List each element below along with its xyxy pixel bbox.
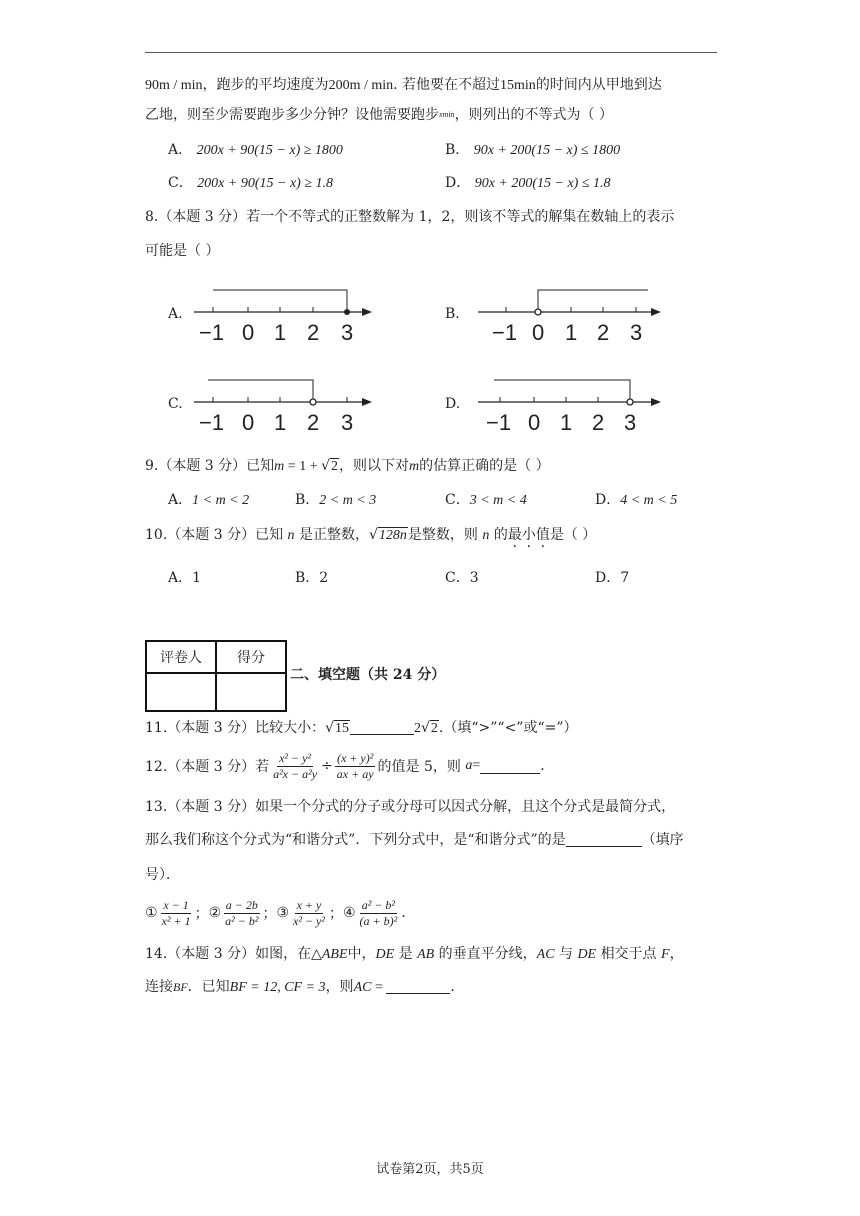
q8-option-a-letter: A. — [168, 306, 183, 322]
tick-label: 2 — [307, 410, 320, 435]
q14-stem-line1: 14.（本题 3 分）如图，在△ABE中，DE 是 AB 的垂直平分线，AC 与 DE 相交于点 F， — [145, 946, 684, 962]
q13-fraction-4: $\frac{\text{a² − b²}}{\text{(a + b)²}}$ — [359, 897, 398, 928]
q10-option-c: C．3 — [445, 570, 479, 586]
score-header: 得分 — [216, 641, 286, 673]
q12-fraction-2: $\frac{\text{(x + y)²}}{ax + ay}$ — [336, 750, 374, 781]
q12-stem: 12.（本题 3 分）若 $\frac{\text{x² − y²}}{\text{a²x − a²y}}$ ÷ $\frac{\text{(x + y)²}}{ax + ay}$ 的值是 5，则 a = . — [145, 750, 545, 781]
q9-option-a: A．1 < m < 2 — [168, 492, 250, 508]
q13-fraction-2: $\frac{a - 2b}{\text{a² − b²}}$ — [225, 897, 259, 928]
q8-stem-line2: 可能是（ ） — [145, 243, 220, 259]
section-title: 二、填空题（共 24 分） — [290, 667, 446, 683]
q13-items: ① $\frac{x - 1}{\text{x² + 1}}$ ； ② $\frac{a - 2b}{\text{a² − b²}}$ ； ③ $\frac{x + y}{\text{x² − y²}}$ ； ④ $\frac{\text{a² − b²}}{\text{(a + b)²}}$ . — [145, 897, 406, 928]
q10-stem: 10.（本题 3 分）已知 n 是正整数，√128n是整数，则 n 的最小值是（ ） — [145, 527, 597, 543]
q9-option-d: D．4 < m < 5 — [595, 492, 678, 508]
tick-label: 3 — [624, 410, 637, 435]
tick-label: 1 — [274, 320, 287, 345]
q8-option-c-letter: C. — [168, 396, 183, 412]
q13-stem-line3: 号）． — [145, 867, 180, 883]
q13-fraction-3: $\frac{x + y}{\text{x² − y²}}$ — [293, 897, 325, 928]
grader-header: 评卷人 — [146, 641, 216, 673]
q8-number-line-b — [476, 282, 666, 350]
tick-label: −1 — [199, 320, 225, 345]
tick-label: 2 — [597, 320, 610, 345]
q7-option-d: D． 90x + 200(15 − x) ≤ 1.8 — [445, 175, 611, 191]
tick-label: −1 — [486, 410, 512, 435]
q8-number-line-d — [476, 372, 666, 440]
grader-cell[interactable] — [146, 673, 216, 711]
q13-answer-blank[interactable] — [566, 832, 642, 847]
q7-option-c: C． 200x + 90(15 − x) ≥ 1.8 — [168, 175, 334, 191]
tick-label: 0 — [242, 410, 255, 435]
page-footer: 试卷第2页，共5页 — [376, 1162, 484, 1177]
q8-number-line-a — [192, 282, 377, 350]
q12-answer-blank[interactable] — [480, 759, 540, 774]
tick-label: −1 — [199, 410, 225, 435]
q14-answer-blank[interactable] — [386, 979, 450, 994]
tick-label: 1 — [560, 410, 573, 435]
q7-option-a: A． 200x + 90(15 − x) ≥ 1800 — [168, 142, 343, 158]
q9-option-c: C．3 < m < 4 — [445, 492, 527, 508]
q14-stem-line2: 连接BF．已知BF = 12, CF = 3，则AC = . — [145, 979, 455, 995]
tick-label: 3 — [341, 320, 354, 345]
tick-label: 2 — [307, 320, 320, 345]
tick-label: 2 — [592, 410, 605, 435]
q7-option-b: B． 90x + 200(15 − x) ≤ 1800 — [445, 142, 621, 158]
q11-stem: 11.（本题 3 分）比较大小：√15 2√2.（填“>”“<”或“=”） — [145, 720, 578, 736]
q13-fraction-1: $\frac{x - 1}{\text{x² + 1}}$ — [161, 897, 191, 928]
q8-option-b-letter: B. — [445, 306, 460, 322]
q10-option-d: D．7 — [595, 570, 630, 586]
tick-label: 0 — [532, 320, 545, 345]
q13-stem-line2: 那么我们称这个分式为“和谐分式”．下列分式中，是“和谐分式”的是 （填序 — [145, 832, 684, 848]
q8-option-d-letter: D. — [445, 396, 461, 412]
grading-table — [145, 640, 287, 712]
q9-stem: 9.（本题 3 分）已知m = 1 + √2，则以下对m的估算正确的是（ ） — [145, 458, 550, 474]
q7-stem-line1: 90m / min，跑步的平均速度为200m / min. 若他要在不超过15min的时间内从甲地到达 — [145, 77, 662, 93]
q11-answer-blank[interactable] — [350, 720, 414, 735]
q10-option-a: A．1 — [168, 570, 202, 586]
tick-label: −1 — [492, 320, 518, 345]
score-cell[interactable] — [216, 673, 286, 711]
tick-label: 1 — [565, 320, 578, 345]
tick-label: 0 — [528, 410, 541, 435]
tick-label: 1 — [274, 410, 287, 435]
tick-label: 0 — [242, 320, 255, 345]
q12-fraction-1: $\frac{\text{x² − y²}}{\text{a²x − a²y}}$ — [273, 750, 318, 781]
q7-stem-line2: 乙地，则至少需要跑步多少分钟？设他需要跑步xmin，则列出的不等式为（ ） — [145, 107, 614, 123]
tick-label: 3 — [630, 320, 643, 345]
tick-label: 3 — [341, 410, 354, 435]
q9-option-b: B．2 < m < 3 — [295, 492, 377, 508]
q8-stem-line1: 8.（本题 3 分）若一个不等式的正整数解为 1，2，则该不等式的解集在数轴上的表示 — [145, 209, 675, 225]
q13-stem-line1: 13.（本题 3 分）如果一个分式的分子或分母可以因式分解，且这个分式是最简分式， — [145, 799, 676, 815]
q10-option-b: B．2 — [295, 570, 329, 586]
header-rule — [145, 52, 717, 53]
q8-number-line-c — [192, 372, 377, 440]
